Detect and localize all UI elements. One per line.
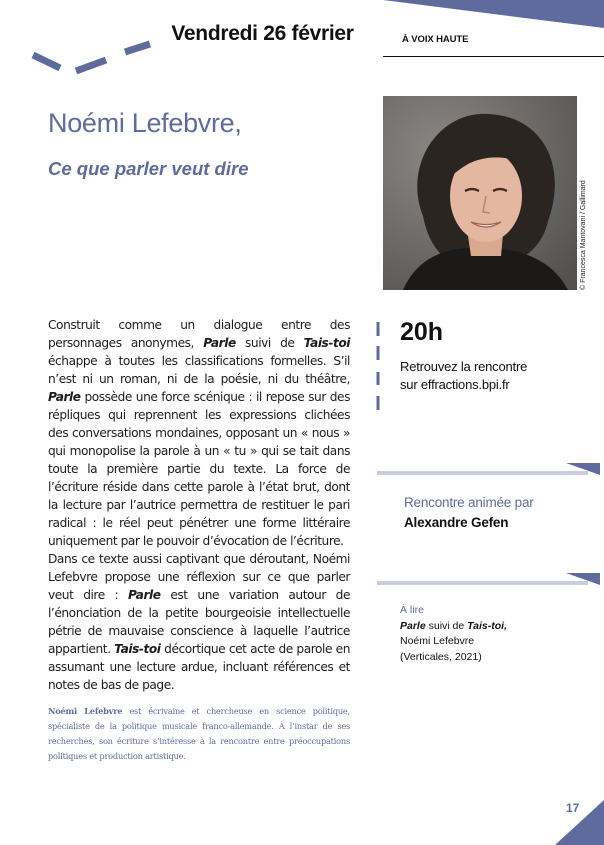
bottom-right-corner-shape <box>555 800 604 845</box>
book-title-in-text: Parle <box>203 336 236 350</box>
online-info-link[interactable]: sur effractions.bpi.fr <box>400 377 510 392</box>
reading-book-title <box>400 620 507 632</box>
paragraph-1 <box>48 316 350 550</box>
book-title-in-text: Tais-toi <box>114 642 161 656</box>
book-title-1: Parle <box>400 620 426 632</box>
reading-book-publisher: (Verticales, 2021) <box>400 651 482 663</box>
bio-text: est écrivaine et chercheuse en science politique, spécialiste de la politique musicale franco-allemande. À l’instar de ses recherches, son écriture s’intéresse à la rencontre entre préoccupations politiques et production artistique. <box>48 706 350 761</box>
body-text-run: échappe à toutes les classifications formelles. S’il n’est ni un roman, ni de la poésie, ni du théâtre, <box>48 354 350 386</box>
sidebar-separator-1 <box>377 471 588 475</box>
body-text-run: Construit comme un dialogue entre des personnages anonymes, <box>48 318 350 350</box>
body-text-run: décortique cet acte de parole en assumant une lecture ardue, incluant références et notes de bas de page. <box>48 642 350 692</box>
header-rule <box>383 56 604 57</box>
header-dashes <box>33 44 150 71</box>
body-text-run: suivi de <box>235 336 304 350</box>
online-info-line-1: Retrouvez la rencontre <box>400 359 528 374</box>
article-body <box>48 316 350 694</box>
photo-credit: © Francesca Mantovani / Gallimard <box>580 180 587 290</box>
event-time: 20h <box>400 318 444 346</box>
host-name: Alexandre Gefen <box>404 515 509 530</box>
author-portrait <box>383 96 577 290</box>
book-connector: suivi de <box>425 620 468 632</box>
book-title-in-text: Parle <box>48 390 81 404</box>
body-text-run: Dans ce texte aussi captivant que déroutant, Noémi Lefebvre propose une réflexion sur ce que parler veut dire : <box>48 552 350 602</box>
separator-dashes <box>378 473 384 583</box>
author-name-heading: Noémi Lefebvre, <box>48 108 242 138</box>
reading-label: À lire <box>400 604 424 616</box>
body-text-run: est une variation autour de l’énonciation de la petite bourgeoisie intellectuelle pétrie de mauvaise conscience à laquelle l’autrice appartient. <box>48 588 350 656</box>
sidebar-separator-2 <box>377 581 588 585</box>
reading-book-author: Noémi Lefebvre <box>400 635 475 647</box>
event-date: Vendredi 26 février <box>171 22 354 45</box>
section-label: À VOIX HAUTE <box>402 34 469 45</box>
book-title-in-text: Parle <box>127 588 161 602</box>
body-text-run: possède une force scénique : il repose sur des répliques qui reprennent les expressions clichées des conversations mondaines, opposant un « nous » qui monopolise la parole à un « tu » qui se tait dans toute la première partie du texte. La force de l’écriture réside dans cette parole à l’état brut, dont la lecture par l’autrice permettra de restituer le pari radical : le réel peut pénétrer une forme littéraire uniquement par le pouvoir d’évocation de l’écriture. <box>48 390 350 548</box>
author-bio <box>48 704 350 764</box>
work-subtitle: Ce que parler veut dire <box>48 158 249 179</box>
bio-name: Noémi Lefebvre <box>48 706 123 716</box>
book-title-2: Tais-toi, <box>467 620 507 632</box>
host-label: Rencontre animée par <box>404 495 534 510</box>
book-title-in-text: Tais-toi <box>303 336 350 350</box>
page-number: 17 <box>566 801 580 815</box>
online-info <box>400 358 527 394</box>
paragraph-2 <box>48 550 350 694</box>
